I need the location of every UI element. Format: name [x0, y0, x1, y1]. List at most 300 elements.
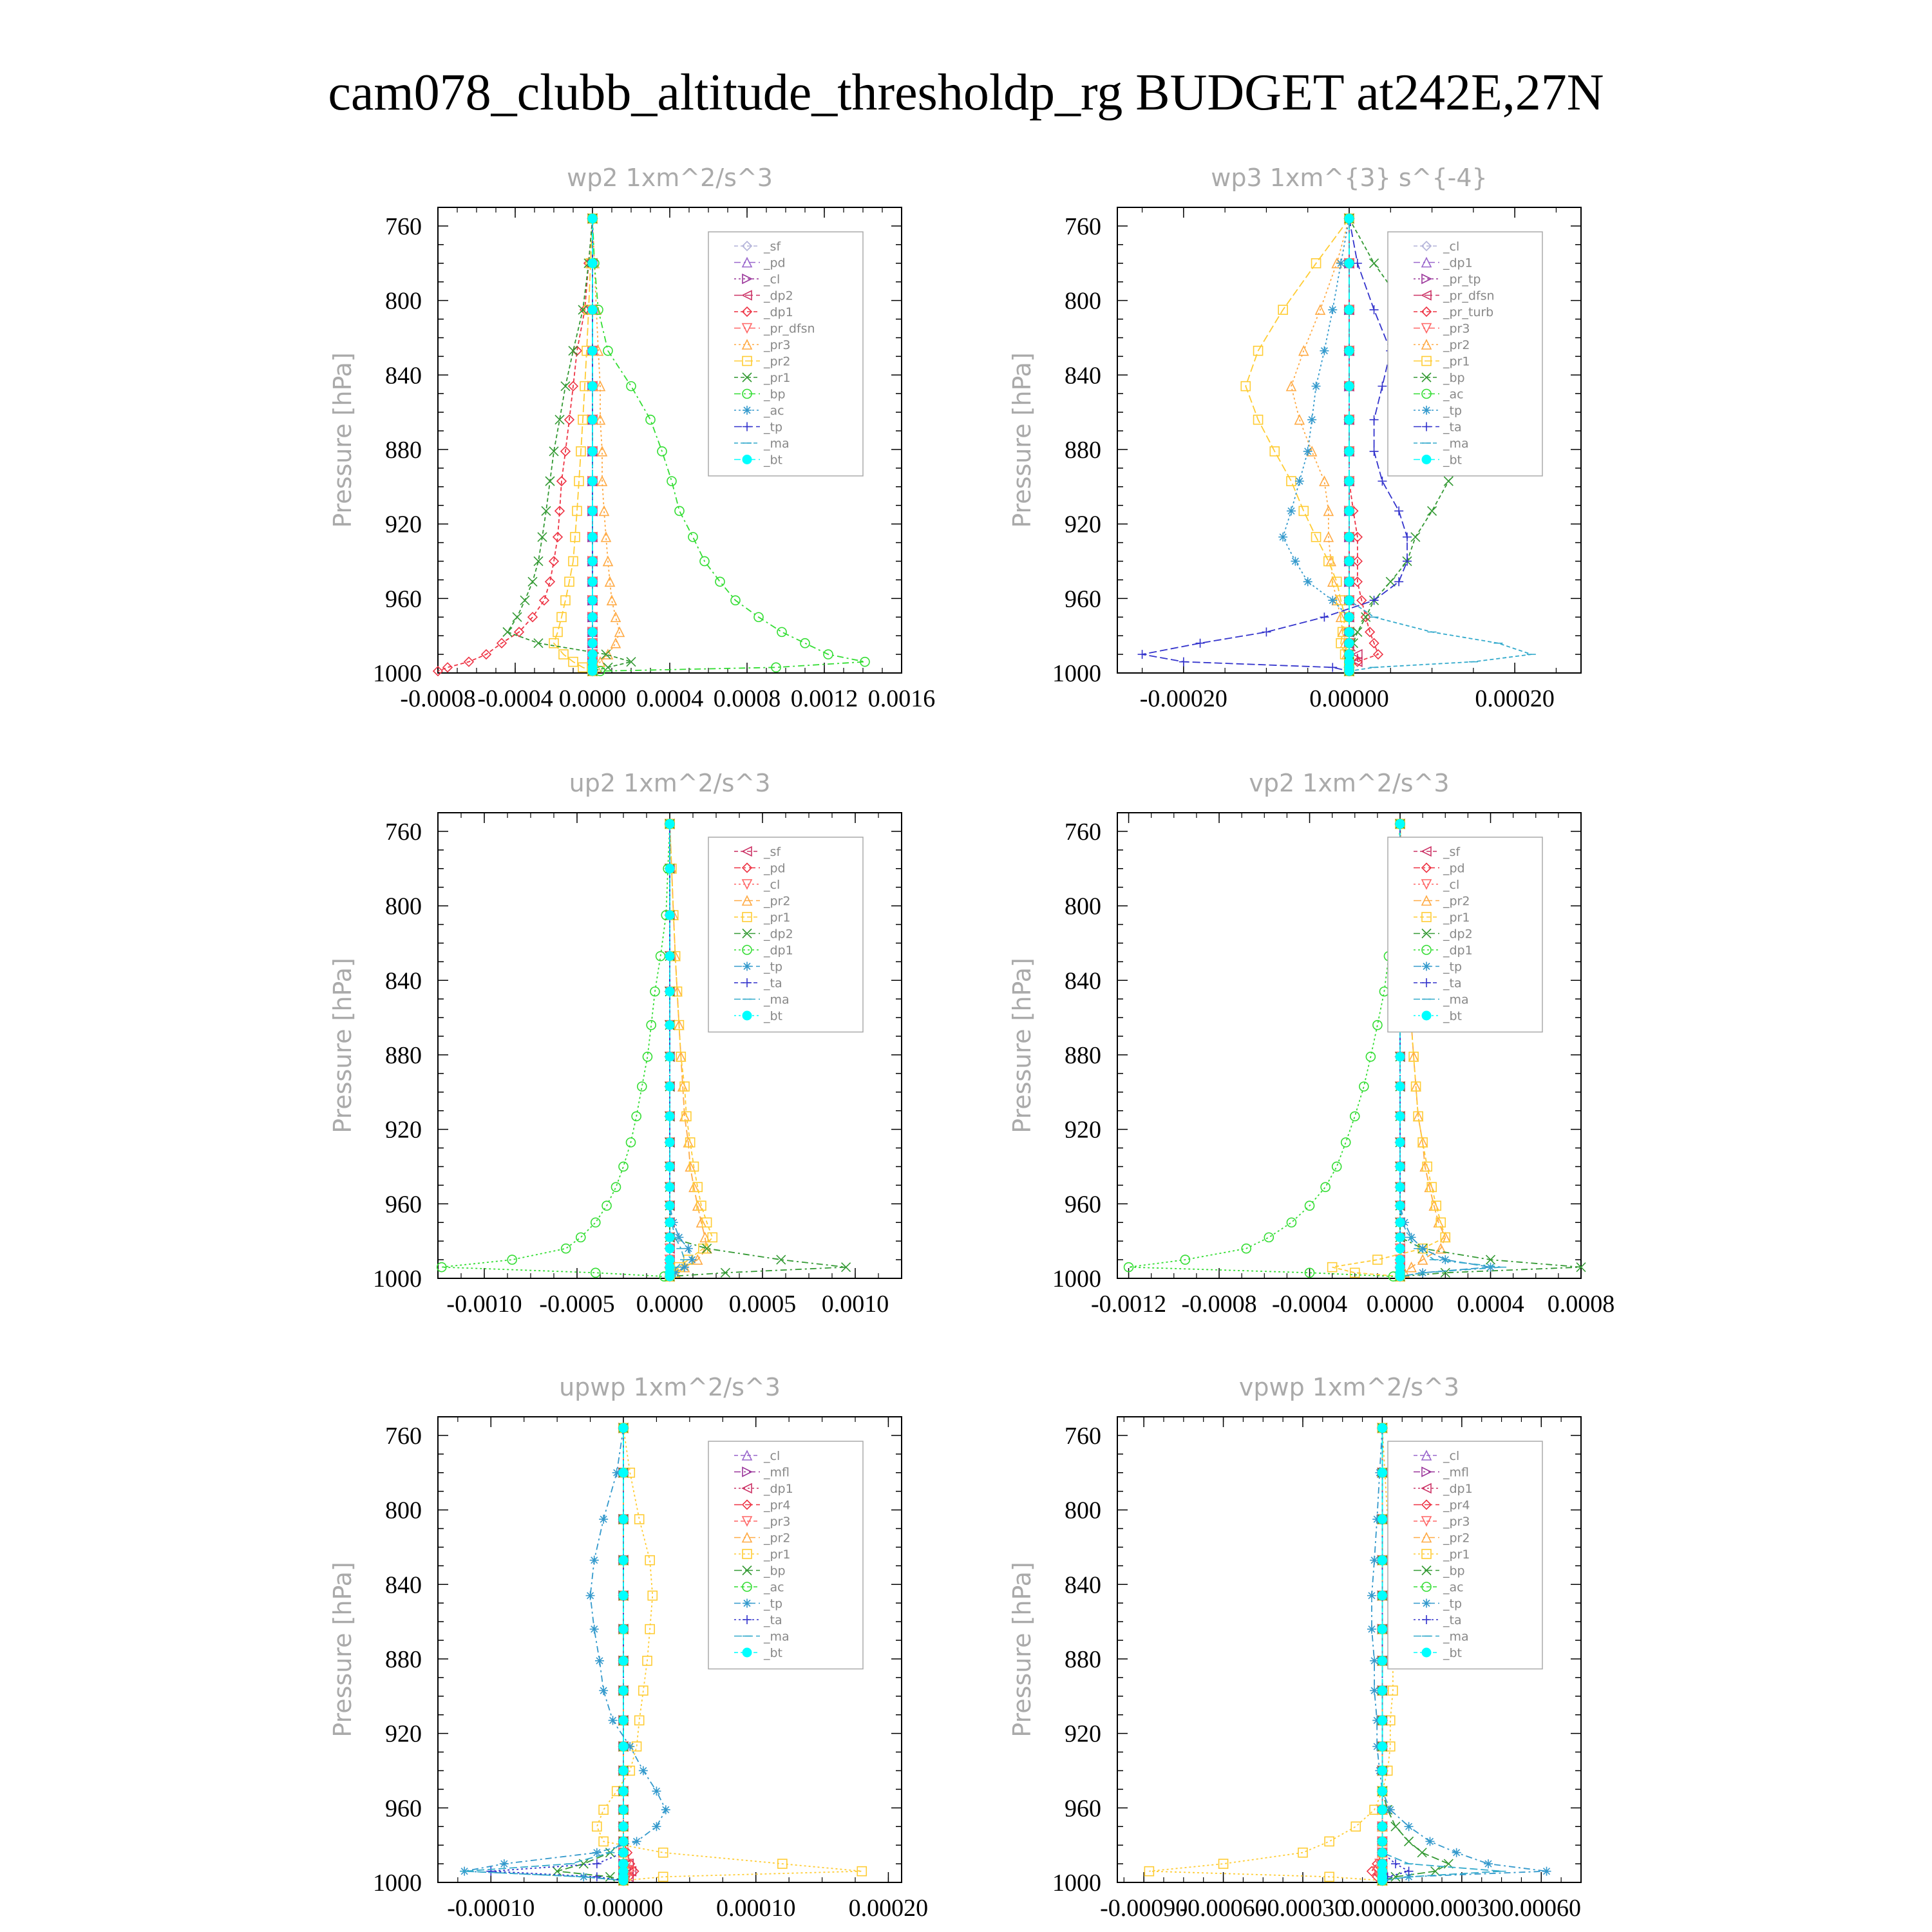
x-tick-label: 0.0010 [821, 1291, 889, 1318]
legend-label: _pr2 [1443, 1531, 1470, 1546]
data-point [619, 1625, 628, 1634]
data-point [588, 612, 597, 621]
series-bp [553, 1423, 628, 1885]
y-tick-label: 880 [385, 436, 422, 464]
data-point [665, 1218, 674, 1227]
legend-label: _tp [764, 1596, 783, 1611]
data-point [1298, 1848, 1307, 1857]
legend-label: _ma [764, 1629, 790, 1644]
data-point [1328, 663, 1337, 672]
legend-label: _pr_tp [1443, 272, 1481, 287]
series-line [507, 218, 631, 671]
data-point [619, 1837, 628, 1846]
data-point [528, 577, 537, 586]
data-point [1345, 667, 1354, 676]
data-point [1378, 1837, 1387, 1846]
data-point [1138, 650, 1147, 659]
data-point [486, 1867, 495, 1876]
x-tick-label: 0.00030 [1422, 1895, 1502, 1922]
figure-title: cam078_clubb_altitude_thresholdp_rg BUDGET at242E,27N [328, 64, 1604, 121]
data-point [1396, 1244, 1405, 1253]
data-point [1394, 506, 1403, 515]
y-tick-label: 920 [1065, 1720, 1101, 1748]
data-point [1336, 259, 1345, 268]
legend-label: _pr3 [764, 1515, 791, 1529]
legend-label: _dp1 [1443, 1482, 1473, 1496]
data-point [665, 987, 674, 996]
legend-label: _pd [764, 256, 786, 270]
y-tick-label: 960 [1065, 1795, 1101, 1823]
data-point [665, 952, 674, 961]
panel-title: wp2 1xm^2/s^3 [567, 164, 773, 192]
data-point [588, 639, 597, 648]
data-point [553, 627, 562, 636]
y-tick-label: 920 [1065, 1116, 1101, 1144]
y-tick-label: 920 [385, 511, 422, 538]
legend-label: _bt [764, 1646, 783, 1660]
legend-label: _cl [1443, 1449, 1460, 1463]
data-point [1452, 1848, 1461, 1857]
data-point [665, 1138, 674, 1147]
series-line [464, 1428, 666, 1880]
data-point [588, 477, 597, 486]
series-dp1 [619, 1423, 636, 1885]
legend-label: _cl [764, 272, 781, 287]
legend-label: _pr2 [764, 894, 791, 909]
x-tick-label: -0.00090 [1100, 1895, 1188, 1922]
series-line [1142, 218, 1407, 671]
data-point [1378, 1625, 1387, 1634]
series-dp1 [437, 819, 674, 1281]
data-point [635, 1515, 644, 1524]
series-bt [1378, 1423, 1387, 1885]
y-tick-label: 1000 [373, 660, 422, 687]
data-point [1396, 1272, 1405, 1281]
data-point [1542, 1867, 1551, 1876]
data-point [665, 1112, 674, 1121]
legend-label: _dp1 [764, 943, 793, 958]
data-point [513, 612, 522, 621]
legend-label: _pr1 [764, 1548, 791, 1562]
y-tick-label: 1000 [373, 1265, 422, 1293]
x-tick-label: 0.0008 [1547, 1291, 1615, 1318]
legend-label: _pr4 [1443, 1498, 1470, 1513]
data-point [665, 1182, 674, 1191]
data-point [588, 667, 597, 676]
data-point [1295, 477, 1304, 486]
legend-marker [1422, 455, 1431, 464]
legend-label: _pd [1443, 861, 1465, 876]
legend-label: _pr4 [764, 1498, 791, 1513]
series-line [1283, 218, 1349, 671]
data-point [1345, 259, 1354, 268]
y-tick-label: 760 [1065, 818, 1101, 846]
legend [708, 1441, 863, 1669]
data-point [1179, 658, 1188, 667]
legend-label: _pr2 [1443, 894, 1470, 909]
legend-label: _sf [764, 845, 781, 859]
y-tick-label: 800 [1065, 1497, 1101, 1524]
legend-label: _ac [764, 1580, 784, 1595]
y-tick-label: 1000 [373, 1870, 422, 1897]
data-point [1312, 382, 1321, 391]
y-tick-label: 760 [385, 213, 422, 240]
x-tick-label: -0.00010 [447, 1895, 535, 1922]
x-tick-label: 0.0000 [558, 685, 627, 712]
panel-title: wp3 1xm^{3} s^{-4} [1211, 164, 1488, 192]
data-point [632, 1837, 641, 1846]
x-tick-label: 0.0012 [790, 685, 858, 712]
data-point [665, 1244, 674, 1253]
data-point [520, 596, 529, 605]
data-point [619, 1742, 628, 1751]
x-tick-label: -0.00020 [1139, 685, 1227, 712]
data-point [667, 477, 676, 486]
series-line [442, 824, 670, 1276]
y-tick-label: 760 [385, 818, 422, 846]
legend-marker [743, 962, 752, 971]
data-point [1328, 305, 1337, 314]
y-tick-label: 840 [1065, 362, 1101, 390]
x-tick-label: 0.0004 [636, 685, 704, 712]
y-tick-label: 880 [1065, 1645, 1101, 1673]
data-point [1378, 1515, 1387, 1524]
legend-label: _tp [1443, 960, 1463, 974]
data-point [1345, 477, 1354, 486]
data-point [1486, 1263, 1495, 1272]
data-point [646, 415, 655, 424]
data-point [1345, 346, 1354, 355]
data-point [1345, 506, 1354, 515]
data-point [500, 1859, 509, 1868]
data-point [611, 612, 620, 621]
data-point [1196, 639, 1205, 648]
data-point [1396, 1182, 1405, 1191]
y-tick-label: 840 [385, 362, 422, 390]
legend-label: _ta [1443, 420, 1462, 435]
data-point [611, 1182, 620, 1191]
data-point [1321, 1182, 1330, 1191]
y-tick-label: 760 [1065, 1422, 1101, 1450]
x-tick-label: -0.00060 [1179, 1895, 1267, 1922]
y-tick-label: 920 [385, 1720, 422, 1748]
data-point [627, 382, 636, 391]
legend-label: _pr1 [1443, 354, 1470, 369]
data-point [576, 1233, 585, 1242]
data-point [1378, 1423, 1387, 1432]
data-point [665, 1052, 674, 1061]
data-point [443, 663, 452, 672]
legend-label: _pr3 [1443, 321, 1470, 336]
legend-label: _ma [1443, 992, 1469, 1007]
data-point [652, 1822, 661, 1831]
legend-label: _ma [1443, 437, 1469, 451]
legend-label: _cl [764, 878, 781, 892]
data-point [619, 1556, 628, 1565]
data-point [619, 1656, 628, 1665]
legend-label: _cl [1443, 878, 1460, 892]
data-point [1291, 556, 1300, 565]
data-point [1303, 447, 1312, 456]
data-point [1373, 1021, 1382, 1030]
legend-label: _pr_turb [1443, 305, 1494, 319]
legend [1388, 837, 1542, 1032]
series-line [491, 1428, 623, 1880]
y-tick-label: 1000 [1052, 1265, 1101, 1293]
data-point [1484, 1859, 1493, 1868]
series-pr4 [619, 1423, 638, 1885]
y-tick-label: 1000 [1052, 1870, 1101, 1897]
data-point [588, 415, 597, 424]
y-tick-label: 880 [1065, 1041, 1101, 1069]
series-line [1129, 824, 1400, 1276]
data-point [609, 1716, 618, 1725]
legend-marker [1422, 1011, 1431, 1020]
legend-marker [1422, 406, 1431, 415]
data-point [1345, 214, 1354, 223]
data-point [592, 1859, 601, 1868]
data-point [588, 214, 597, 223]
panel-4 [1008, 769, 1615, 1318]
data-point [590, 1625, 599, 1634]
series-dp1 [433, 214, 597, 676]
data-point [588, 506, 597, 515]
data-point [1345, 533, 1354, 542]
data-point [588, 346, 597, 355]
legend-label: _mfl [764, 1465, 790, 1480]
data-point [599, 1805, 608, 1814]
data-point [1396, 1201, 1405, 1210]
series-line [464, 1428, 623, 1880]
data-point [588, 533, 597, 542]
legend-label: _pr3 [1443, 1515, 1470, 1529]
data-point [645, 1556, 654, 1565]
data-point [665, 1233, 674, 1242]
data-point [661, 1805, 670, 1814]
series-pr2 [1287, 214, 1354, 676]
data-point [639, 1766, 648, 1775]
data-point [540, 596, 549, 605]
legend-label: _tp [1443, 404, 1463, 418]
data-point [1396, 1218, 1405, 1227]
data-point [619, 1848, 628, 1857]
series-bt [1345, 214, 1354, 676]
legend-label: _ac [1443, 387, 1464, 402]
data-point [1345, 577, 1354, 586]
data-point [1345, 556, 1354, 565]
data-point [619, 1876, 628, 1885]
legend-label: _dp2 [764, 927, 793, 942]
legend-label: _ta [764, 1613, 782, 1627]
data-point [1287, 506, 1296, 515]
data-point [665, 911, 674, 920]
data-point [599, 1686, 608, 1695]
series-line [557, 1428, 623, 1880]
panel-title: vp2 1xm^2/s^3 [1249, 769, 1450, 797]
legend-marker [1422, 962, 1431, 971]
series-dp1 [1124, 819, 1405, 1281]
legend-marker [743, 455, 752, 464]
data-point [665, 1021, 674, 1030]
series-tp [460, 1423, 670, 1885]
data-point [1345, 639, 1354, 648]
data-point [627, 658, 636, 667]
legend-marker [1422, 1599, 1431, 1608]
legend-marker [743, 406, 752, 415]
data-point [619, 1766, 628, 1775]
legend-label: _ma [764, 437, 790, 451]
data-point [715, 577, 724, 586]
series-pr3 [588, 214, 624, 676]
legend-label: _ta [1443, 976, 1462, 990]
legend-label: _bp [1443, 371, 1465, 385]
data-point [1345, 612, 1354, 621]
data-point [1378, 1742, 1387, 1751]
data-point [592, 1872, 601, 1881]
data-point [507, 1255, 516, 1264]
data-point [1345, 382, 1354, 391]
x-tick-label: 0.0000 [636, 1291, 704, 1318]
legend-label: _pr1 [1443, 911, 1470, 925]
series-pr1 [1144, 1423, 1397, 1885]
data-point [1262, 627, 1271, 636]
legend-label: _tp [764, 960, 783, 974]
y-tick-label: 880 [385, 1645, 422, 1673]
data-point [1345, 305, 1354, 314]
data-point [1378, 1848, 1387, 1857]
data-point [1287, 1218, 1296, 1227]
data-point [1378, 1876, 1387, 1885]
panel-3 [328, 769, 902, 1318]
data-point [588, 596, 597, 605]
x-tick-label: 0.0004 [1457, 1291, 1524, 1318]
data-point [1378, 1822, 1387, 1831]
data-point [1411, 533, 1420, 542]
data-point [586, 1591, 595, 1600]
y-tick-label: 880 [385, 1041, 422, 1069]
data-point [619, 1423, 628, 1432]
legend-label: _ma [764, 992, 790, 1007]
data-point [1345, 447, 1354, 456]
panel-title: upwp 1xm^2/s^3 [559, 1373, 781, 1401]
legend-label: _pr1 [1443, 1548, 1470, 1562]
data-point [1441, 1255, 1450, 1264]
legend-label: _pr1 [764, 911, 791, 925]
series-pr3 [619, 1423, 634, 1885]
y-axis-label: Pressure [hPa] [328, 958, 357, 1133]
data-point [619, 1686, 628, 1695]
series-pr_turb [1345, 214, 1383, 676]
data-point [1405, 1822, 1414, 1831]
y-tick-label: 800 [385, 287, 422, 315]
data-point [1425, 1837, 1434, 1846]
legend-label: _pr1 [764, 371, 791, 385]
data-point [619, 1805, 628, 1814]
data-point [1345, 415, 1354, 424]
data-point [1417, 1848, 1426, 1857]
series-line [1149, 1428, 1392, 1880]
y-tick-label: 800 [1065, 893, 1101, 920]
legend [708, 232, 863, 476]
data-point [588, 556, 597, 565]
legend-label: _pr_dfsn [1443, 289, 1495, 303]
legend-marker [743, 1011, 752, 1020]
legend-label: _cl [1443, 240, 1460, 254]
legend-marker [1422, 1648, 1431, 1657]
legend-label: _sf [764, 240, 781, 254]
legend-label: _bt [764, 453, 783, 468]
y-axis-label: Pressure [hPa] [328, 352, 357, 528]
x-tick-label: 0.00000 [1309, 685, 1389, 712]
data-point [1264, 1233, 1273, 1242]
data-point [1378, 1786, 1387, 1795]
series-bt [619, 1423, 628, 1885]
series-pr3 [1372, 1423, 1387, 1885]
data-point [675, 506, 684, 515]
data-point [619, 1822, 628, 1831]
data-point [619, 1716, 628, 1725]
series-pr4 [1367, 1423, 1387, 1885]
legend-label: _pd [764, 861, 786, 876]
data-point [1370, 415, 1379, 424]
data-point [590, 1556, 599, 1565]
x-tick-label: 0.0008 [713, 685, 781, 712]
x-tick-label: -0.0004 [477, 685, 553, 712]
data-point [1359, 1082, 1368, 1091]
data-point [665, 1082, 674, 1091]
y-tick-label: 960 [385, 585, 422, 613]
data-point [619, 1591, 628, 1600]
y-tick-label: 840 [1065, 967, 1101, 995]
y-tick-label: 920 [385, 1116, 422, 1144]
data-point [1351, 1822, 1360, 1831]
x-tick-label: 0.00020 [1475, 685, 1555, 712]
data-point [1378, 477, 1387, 486]
y-tick-label: 840 [1065, 1571, 1101, 1599]
legend-label: _bt [1443, 1646, 1463, 1660]
x-tick-label: -0.00030 [1258, 1895, 1347, 1922]
legend-label: _dp1 [1443, 943, 1473, 958]
x-tick-label: -0.0004 [1271, 1291, 1348, 1318]
legend-label: _ac [764, 404, 784, 418]
data-point [1325, 1837, 1334, 1846]
legend-label: _cl [764, 1449, 781, 1463]
data-point [588, 577, 597, 586]
data-point [1391, 1822, 1400, 1831]
y-tick-label: 800 [1065, 287, 1101, 315]
data-point [599, 1515, 608, 1524]
x-tick-label: 0.00010 [715, 1895, 796, 1922]
data-point [1396, 1112, 1405, 1121]
legend-label: _bt [1443, 453, 1463, 468]
series-pr1 [503, 214, 636, 676]
y-tick-label: 760 [385, 1422, 422, 1450]
data-point [569, 346, 578, 355]
data-point [611, 639, 620, 648]
y-tick-label: 880 [1065, 436, 1101, 464]
panel-title: up2 1xm^2/s^3 [569, 769, 771, 797]
data-point [619, 1468, 628, 1477]
data-point [1320, 612, 1329, 621]
y-tick-label: 960 [1065, 585, 1101, 613]
data-point [652, 1786, 661, 1795]
data-point [688, 533, 697, 542]
data-point [1378, 1656, 1387, 1665]
data-point [1396, 1162, 1405, 1171]
x-tick-label: -0.0010 [446, 1291, 522, 1318]
data-point [1396, 819, 1405, 828]
y-tick-label: 800 [385, 893, 422, 920]
